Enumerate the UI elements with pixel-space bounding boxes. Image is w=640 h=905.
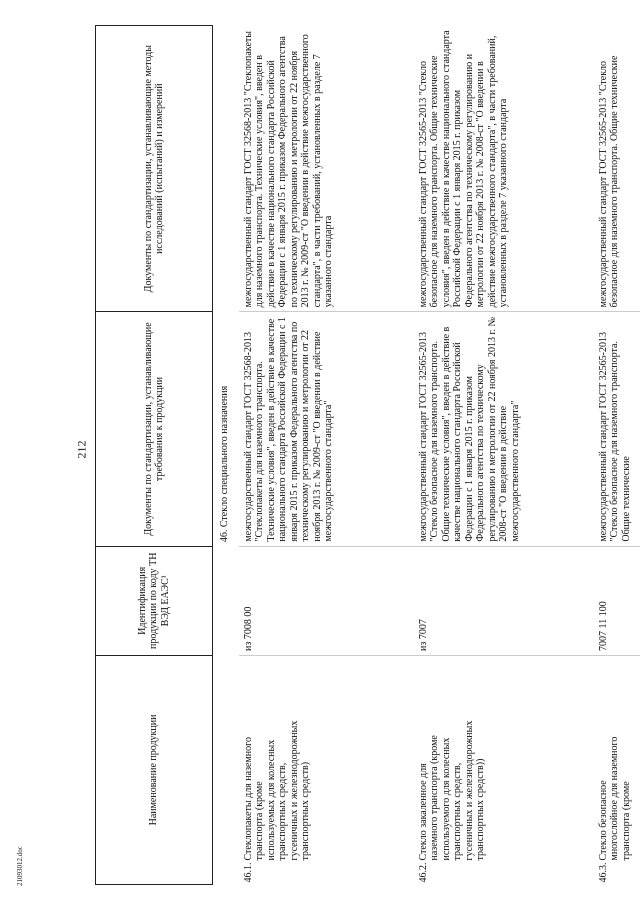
method-docs: межгосударственный стандарт ГОСТ 32565-2013 "Стекло безопасное для наземного транспорта. Общие технические: [597, 55, 620, 308]
product-name-cell: [594, 655, 640, 884]
product-code: 7007 11 100: [594, 546, 640, 655]
product-name: Стекло закаленное для наземного транспорта (кроме используемого для колесных транспортных средств, гусеничных и железнодорожных транспортных средств)): [417, 720, 486, 861]
header-product-code: Идентификация продукции по коду ТН ВЭД ЕАЭС¹: [96, 546, 213, 655]
row-number: 46.1.: [242, 862, 254, 883]
table-row: [594, 26, 640, 885]
header-requirement-docs: Документы по стандартизации, устанавливающие требования к продукции: [96, 312, 213, 546]
table-header-row: [96, 26, 213, 885]
product-code: из 7007: [414, 546, 594, 655]
header-method-docs: Документы по стандартизации, устанавливающие методы исследований (испытаний) и измерений: [96, 26, 213, 312]
rotated-page-content: [95, 25, 632, 885]
table-row: [414, 26, 594, 885]
header-product-name: Наименование продукции: [96, 655, 213, 884]
requirement-docs: межгосударственный стандарт ГОСТ 32568-2013 "Стеклопакеты для наземного транспорта. Технические условия", введен в действие в качестве национального стандарта Российской Федерации с 1 января 2015 г. приказом Федерального агентства по техническому регулированию и метрологии от 22 ноября 2013 г. № 2009-ст "О введении в действие межгосударственного стандарта": [239, 312, 414, 546]
method-docs: межгосударственный стандарт ГОСТ 32565-2013 "Стекло безопасное для наземного транспорта. Общие технические условия", введен в действие в качестве национального стандарта Российской Федерации с 1 января 2015 г. приказом Федерального агентства по техническому регулированию и метрологии от 22 ноября 2013 г. № 2008-ст "О введении в действие межгосударственного стандарта", в части требований, установленных в разделе 7 указанного стандарта: [417, 30, 509, 308]
requirement-docs: межгосударственный стандарт ГОСТ 32565-2013 "Стекло безопасное для наземного транспорта. Общие технические: [594, 312, 640, 546]
method-docs: межгосударственный стандарт ГОСТ 32568-2013 "Стеклопакеты для наземного транспорта. Технические условия", введен в действие в качестве национального стандарта Российской Федерации с 1 января 2015 г. приказом Федерального агентства по техническому регулированию и метрологии от 22 ноября 2013 г. № 2009-ст "О введении в действие межгосударственного стандарта", в части требований, установленных в разделе 7 указанного стандарта: [242, 31, 334, 308]
product-name-cell: [414, 655, 594, 884]
row-number: 46.3.: [597, 862, 609, 883]
footer-filename: 21093012.doc: [16, 846, 24, 886]
page-number: 212: [74, 440, 89, 459]
section-title: 46. Стекло специального назначения: [219, 385, 230, 543]
standards-table: [95, 25, 640, 885]
requirement-docs: межгосударственный стандарт ГОСТ 32565-2013 "Стекло безопасное для наземного транспорта. Общие технические условия", введен в действие в качестве национального стандарта Российской Федерации с 1 января 2015 г. приказом Федерального агентства по техническому регулированию и метрологии от 22 ноября 2013 г. № 2008-ст "О введении в действие межгосударственного стандарта": [414, 312, 594, 546]
product-name: Стеклопакеты для наземного транспорта (кроме используемых для колесных транспортных средств, гусеничных и железнодорожных транспортных средств): [242, 720, 311, 861]
table-row: [239, 26, 414, 885]
product-name: Стекло безопасное многослойное для наземного транспорта (кроме: [597, 736, 632, 861]
product-code: из 7008 00: [239, 546, 414, 655]
product-name-cell: [239, 655, 414, 884]
section-row: [213, 26, 239, 885]
row-number: 46.2.: [417, 862, 429, 883]
